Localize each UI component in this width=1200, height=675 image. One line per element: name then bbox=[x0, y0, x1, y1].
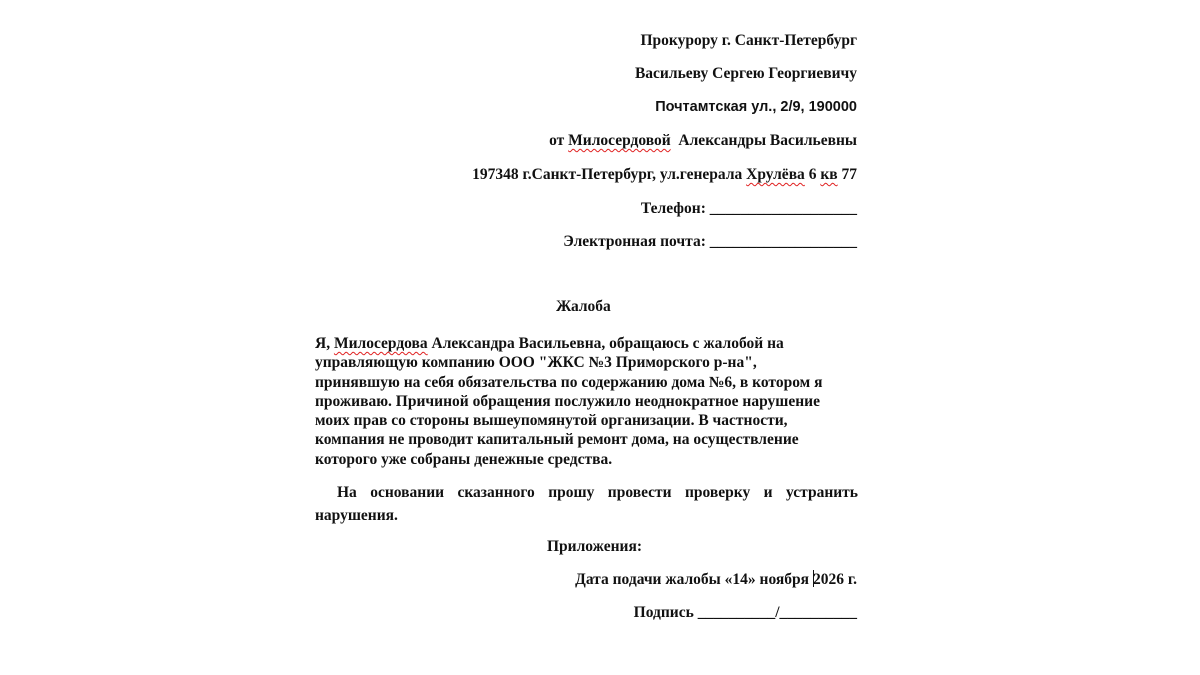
addressee-title: Прокурору г. Санкт-Петербург bbox=[640, 32, 857, 49]
body-line-1-prefix: Я, bbox=[315, 335, 334, 352]
from-prefix: от bbox=[549, 132, 569, 149]
body-line-4: проживаю. Причиной обращения послужило неоднократное нарушение bbox=[315, 392, 820, 410]
phone-label: Телефон: bbox=[640, 200, 710, 217]
attachments-label bbox=[547, 537, 642, 557]
sender-name-line bbox=[549, 131, 857, 151]
email-blank-field[interactable]: ___________________ bbox=[709, 233, 857, 250]
email-label: Электронная почта: bbox=[563, 233, 710, 250]
body-line-1 bbox=[315, 334, 860, 353]
complaint-body bbox=[315, 334, 860, 469]
addressee-line-2 bbox=[635, 64, 857, 84]
sender-surname-misspelled[interactable]: Милосердовой bbox=[568, 132, 671, 149]
body-line-7: которого уже собраны денежные средства. bbox=[315, 450, 613, 468]
signature-blank-field[interactable]: __________/__________ bbox=[697, 604, 857, 621]
addressee-name: Васильеву Сергею Георгиевичу bbox=[634, 65, 857, 82]
body-line-2: управляющую компанию ООО "ЖКС №3 Приморского р-на", bbox=[315, 354, 757, 372]
sender-street-misspelled[interactable]: Хрулёва bbox=[746, 166, 805, 183]
date-line bbox=[575, 570, 857, 590]
sender-house: 6 bbox=[804, 166, 821, 183]
body-line-3: принявшую на себя обязательства по содержанию дома №6, в котором я bbox=[315, 373, 823, 391]
body-line-1-rest: Александра Васильевна, обращаюсь с жалобой на bbox=[427, 335, 784, 352]
phone-blank-field[interactable]: ___________________ bbox=[709, 200, 857, 217]
request-line-2: нарушения. bbox=[315, 507, 398, 524]
addressee-address-text: Почтамтская ул., 2/9, 190000 bbox=[655, 99, 857, 115]
sender-kv-misspelled[interactable]: кв bbox=[820, 166, 838, 183]
phone-line bbox=[641, 199, 857, 219]
email-line bbox=[563, 232, 857, 252]
signature-line bbox=[634, 603, 857, 623]
attachments-label-text: Приложения: bbox=[547, 538, 642, 555]
request-paragraph bbox=[315, 481, 858, 527]
addressee-address bbox=[655, 97, 857, 117]
document-title-text: Жалоба bbox=[556, 298, 611, 315]
sender-address-part1: 197348 г.Санкт-Петербург, ул.генерала bbox=[472, 166, 747, 183]
body-line-5: моих прав со стороны вышеупомянутой организации. В частности, bbox=[315, 412, 788, 430]
sender-address-line bbox=[472, 165, 857, 185]
complainant-surname-misspelled[interactable]: Милосердова bbox=[333, 335, 428, 352]
document-title bbox=[556, 297, 611, 317]
sender-given-names: Александры Васильевны bbox=[670, 132, 857, 149]
addressee-line-1 bbox=[640, 31, 857, 51]
signature-label: Подпись bbox=[633, 604, 698, 621]
date-year: 2026 г. bbox=[812, 571, 857, 588]
sender-apartment: 77 bbox=[837, 166, 857, 183]
body-line-6: компания не проводит капитальный ремонт дома, на осуществление bbox=[315, 431, 799, 449]
request-line-1: На основании сказанного прошу провести проверку и устранить bbox=[337, 484, 858, 501]
date-text: Дата подачи жалобы «14» ноября bbox=[575, 571, 813, 588]
